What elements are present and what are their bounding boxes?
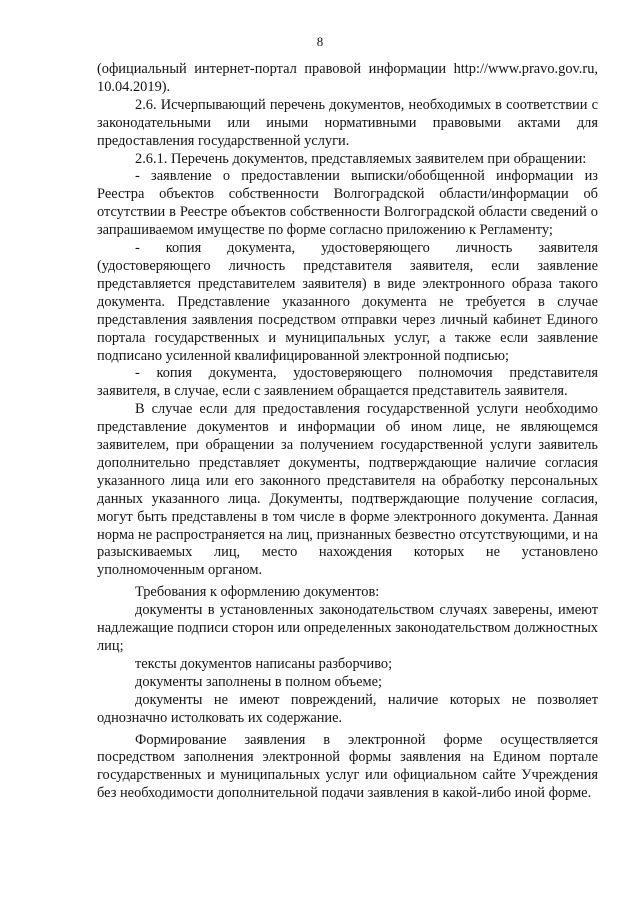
document-body [97,61,598,803]
paragraph-electronic-form: Формирование заявления в электронной форме осуществляется посредством заполнения электронной формы заявления на Едином портале государственных и муниципальных услуг или официальном сайте Учреждения без необходимости дополнительной подачи заявления в какой-либо иной форме. [97,731,598,802]
list-item-identity-document: - копия документа, удостоверяющего личность заявителя (удостоверяющего личность представителя заявителя, если заявление представляется представителем заявителя) в виде электронного образа такого документа. Представление указанного документа не требуется в случае представления заявления посредством отправки через личный кабинет Единого портала государственных и муниципальных услуг, а также если заявление подписано усиленной квалифицированной электронной подписью; [97,240,598,364]
requirement-undamaged: документы не имеют повреждений, наличие которых не позволяет однозначно истолковать их содержание. [97,691,598,726]
list-item-application: - заявление о предоставлении выписки/обобщенной информации из Реестра объектов собственности Волгоградской области/информации об отсутствии в Реестре объектов собственности Волгоградской области сведений о запрашиваемом имуществе по форме согласно приложению к Регламенту; [97,168,598,239]
paragraph-2-6-1-heading: 2.6.1. Перечень документов, представляемых заявителем при обращении: [135,150,587,167]
requirement-certified: документы в установленных законодательством случаях заверены, имеют надлежащие подписи сторон или определенных законодательством должностных лиц; [97,602,598,654]
paragraph-2-6-heading: 2.6. Исчерпывающий перечень документов, необходимых в соответствии с законодательными или иными нормативными правовыми актами для предоставления государственной услуги. [97,96,598,149]
list-item-authority-document: - копия документа, удостоверяющего полномочия представителя заявителя, в случае, если с заявлением обращается представитель заявителя. [97,365,598,400]
page-number: 8 [316,34,324,49]
paragraph-third-party-consent: В случае если для предоставления государственной услуги необходимо представление документов и информации об ином лице, не являющемся заявителем, при обращении за получением государственной услуги заявитель дополнительно представляет документы, подтверждающие наличие согласия указанного лица или его законного представителя на обработку персональных данных указанного лица. Документы, подтверждающие получение согласия, могут быть представлены в том числе в форме электронного документа. Данная норма не распространяется на лиц, признанных безвестно отсутствующими, и на разыскиваемых лиц, место нахождения которых не установлено уполномоченным органом. [97,401,598,579]
paragraph-requirements-heading: Требования к оформлению документов: [135,584,380,601]
requirement-complete: документы заполнены в полном объеме; [135,673,382,690]
paragraph-source-citation: (официальный интернет-портал правовой информации http://www.pravo.gov.ru, 10.04.2019). [97,61,598,95]
requirement-legible: тексты документов написаны разборчиво; [135,655,393,672]
